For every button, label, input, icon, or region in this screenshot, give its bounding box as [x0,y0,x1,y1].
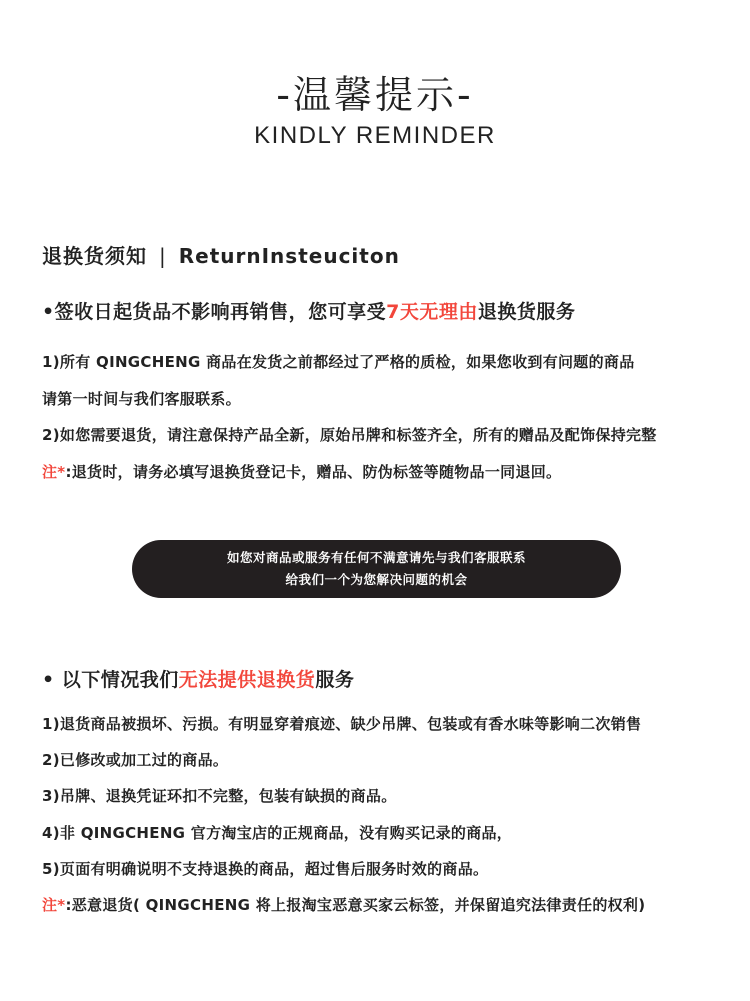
policy-heading-exclusions [42,665,354,692]
section-title-cn: 退换货须知 [42,244,147,268]
heading-text-end: 退换货服务 [477,301,576,323]
list-item: 1)退货商品被损坏、污损。有明显穿着痕迹、缺少吊牌、包装或有香水味等影响二次销售 [42,715,642,733]
bullet-icon: • [42,669,55,691]
notice-line: 如您对商品或服务有任何不满意请先与我们客服联系 [226,550,526,565]
heading-highlight: 7天无理由 [386,301,478,323]
note-text: :退货时，请务必填写退换货登记卡，赠品、防伪标签等随物品一同退回。 [65,462,562,481]
notice-line: 给我们一个为您解决问题的机会 [285,572,468,587]
list-item: 3)吊牌、退换凭证环扣不完整，包装有缺损的商品。 [42,787,397,806]
bullet-icon: • [42,301,55,323]
heading-text-end: 服务 [315,669,355,691]
section-separator: | [159,244,167,268]
page-subtitle: KINDLY REMINDER [254,122,496,149]
policy-heading-return [42,297,575,324]
list-item: 5)页面有明确说明不支持退换的商品，超过售后服务时效的商品。 [42,859,489,878]
list-item: 2)已修改或加工过的商品。 [42,751,229,770]
list-item: 4)非 QINGCHENG 官方淘宝店的正规商品，没有购买记录的商品， [42,823,513,842]
policy-line: 1)所有 QINGCHENG 商品在发货之前都经过了严格的质检，如果您收到有问题的商品 [42,353,635,371]
policy-note [42,454,742,491]
policy-note [42,887,742,923]
note-label: 注* [42,896,66,915]
heading-highlight: 无法提供退换货 [178,669,316,691]
policy-line: 2)如您需要退货，请注意保持产品全新，原始吊牌和标签齐全，所有的赠品及配饰保持完整 [42,426,657,444]
heading-text: 签收日起货品不影响再销售，您可享受 [54,301,387,323]
return-policy-lines [42,344,742,490]
note-text: :恶意退货( QINGCHENG 将上报淘宝恶意买家云标签，并保留追究法律责任的权利) [65,896,646,915]
heading-text: 以下情况我们 [61,669,179,691]
section-title-en: ReturnInsteuciton [178,244,400,268]
customer-service-notice [132,540,621,598]
page-title: -温馨提示- [276,73,474,117]
section-heading [42,240,400,269]
exclusion-list [42,706,742,923]
note-label: 注* [42,462,66,481]
policy-line: 请第一时间与我们客服联系。 [42,389,241,408]
